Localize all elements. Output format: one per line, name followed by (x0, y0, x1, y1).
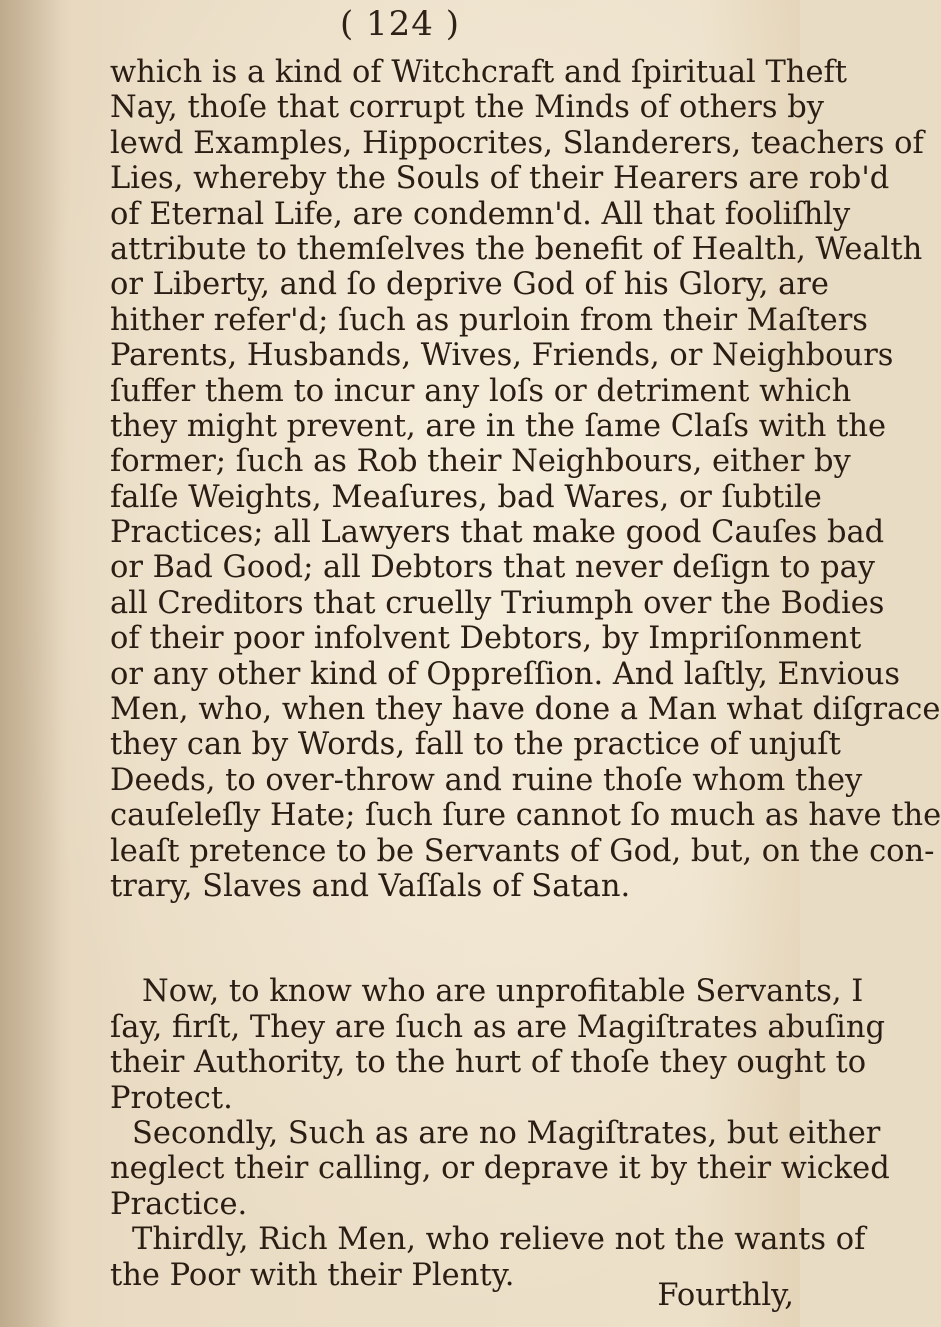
text-line: they can by Words, fall to the practice of unjuſt (110, 727, 841, 763)
text-line: or Liberty, and ſo deprive God of his Glory, are (110, 267, 829, 303)
paragraph-3 (110, 1115, 890, 1222)
text-line: Protect. (110, 1080, 233, 1116)
text-line: Lies, whereby the Souls of their Hearers are rob'd (110, 161, 890, 197)
text-line: or Bad Good; all Debtors that never deſign to pay (110, 550, 876, 586)
text-line: former; ſuch as Rob their Neighbours, either by (110, 444, 851, 480)
text-line: Men, who, when they have done a Man what diſgrace (110, 692, 941, 728)
text-line: they might prevent, are in the ſame Claſs with the (110, 408, 887, 444)
text-line: ſuffer them to incur any loſs or detriment which (110, 373, 852, 409)
text-line: Secondly, Such as are no Magiſtrates, but either (132, 1115, 881, 1151)
text-line: cauſeleſly Hate; ſuch ſure cannot ſo much as have the (110, 798, 941, 834)
text-line: Parents, Husbands, Wives, Friends, or Neighbours (110, 338, 894, 374)
text-line: lewd Examples, Hippocrites, Slanderers, teachers of (110, 125, 924, 161)
paragraph-1 (110, 55, 941, 904)
text-line: trary, Slaves and Vaſſals of Satan. (110, 868, 631, 904)
text-line: Deeds, to over-throw and ruine thoſe whom they (110, 762, 863, 798)
text-line: attribute to themſelves the benefit of Health, Wealth (110, 231, 923, 267)
text-line: which is a kind of Witchcraft and ſpiritual Theft (110, 55, 848, 90)
text-line: of Eternal Life, are condemn'd. All that fooliſhly (110, 196, 851, 232)
page-number: ( 124 ) (339, 4, 461, 44)
text-line: the Poor with their Plenty. (110, 1257, 515, 1293)
text-line: neglect their calling, or deprave it by their wicked (110, 1151, 890, 1187)
text-line: their Authority, to the hurt of thoſe they ought to (110, 1045, 867, 1081)
page-gutter-shadow (0, 0, 70, 1327)
text-line: Nay, thoſe that corrupt the Minds of others by (110, 90, 824, 126)
paragraph-2 (110, 974, 885, 1116)
text-line: Thirdly, Rich Men, who relieve not the wants of (132, 1222, 866, 1258)
text-line: falſe Weights, Meaſures, bad Wares, or ſubtile (110, 479, 822, 515)
text-line: Now, to know who are unprofitable Servants, I (142, 974, 864, 1010)
text-line: Practice. (110, 1186, 248, 1222)
body-text (110, 55, 941, 1293)
catchword: Fourthly, (657, 1278, 794, 1313)
text-line: or any other kind of Oppreſſion. And laſtly, Envious (110, 656, 901, 692)
text-line: all Creditors that cruelly Triumph over the Bodies (110, 585, 885, 621)
text-line: leaſt pretence to be Servants of God, but, on the con- (110, 833, 935, 869)
text-line: ſay, firſt, They are ſuch as are Magiſtrates abuſing (110, 1009, 885, 1045)
text-line: of their poor infolvent Debtors, by Impriſonment (110, 621, 862, 657)
paragraph-gap (110, 904, 800, 974)
text-line: Practices; all Lawyers that make good Cauſes bad (110, 515, 885, 551)
text-line: hither refer'd; ſuch as purloin from their Maſters (110, 302, 868, 338)
